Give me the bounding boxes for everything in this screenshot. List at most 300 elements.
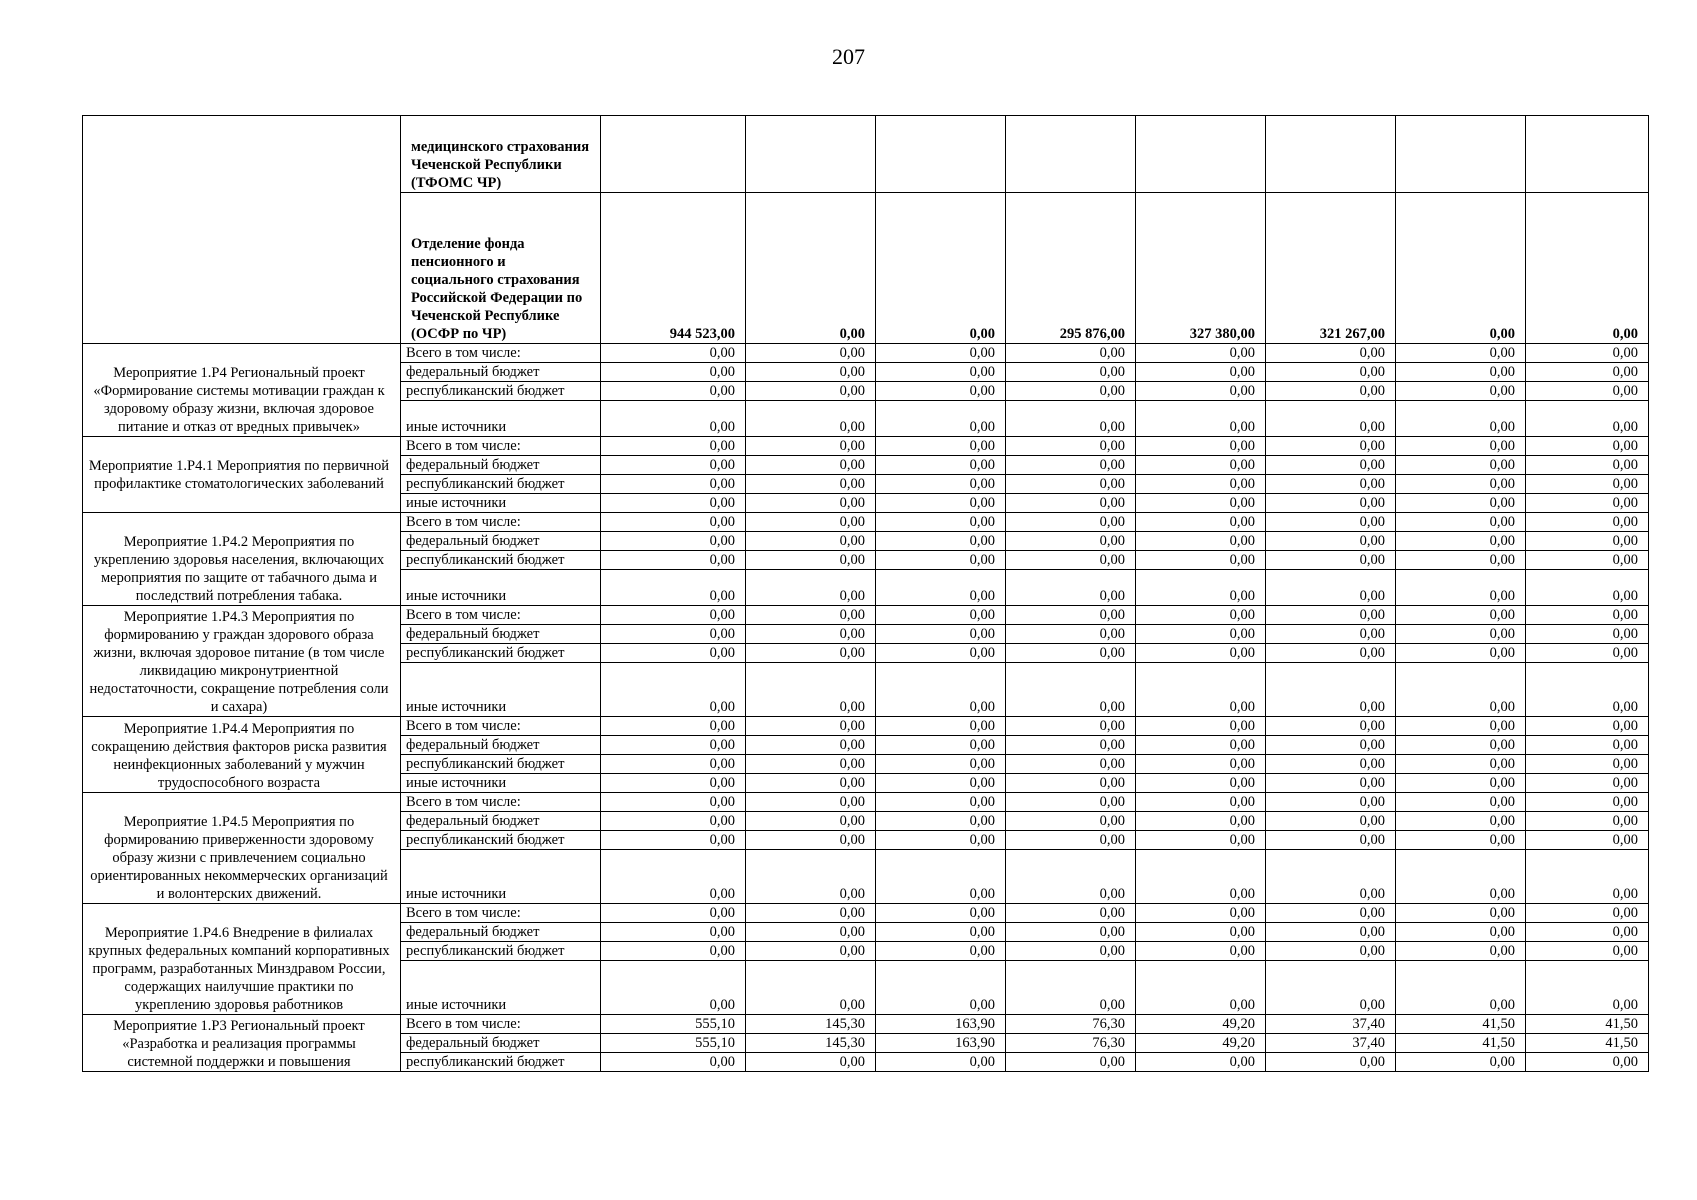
value-cell: 0,00 [1396,363,1526,382]
value-cell: 0,00 [1006,513,1136,532]
value-cell: 0,00 [746,1053,876,1072]
source-cell: иные источники [401,774,601,793]
value-cell: 0,00 [601,625,746,644]
value-cell [1136,116,1266,193]
value-cell: 0,00 [601,551,746,570]
value-cell: 0,00 [601,363,746,382]
value-cell: 0,00 [876,1053,1006,1072]
value-cell: 0,00 [1266,812,1396,831]
source-cell: республиканский бюджет [401,831,601,850]
value-cell: 0,00 [1266,736,1396,755]
source-cell: Всего в том числе: [401,513,601,532]
value-cell: 49,20 [1136,1034,1266,1053]
value-cell: 0,00 [1266,344,1396,363]
value-cell: 0,00 [746,437,876,456]
value-cell: 555,10 [601,1034,746,1053]
value-cell: 0,00 [1526,437,1649,456]
source-cell: иные источники [401,663,601,717]
value-cell: 0,00 [746,606,876,625]
value-cell: 0,00 [1266,961,1396,1015]
value-cell: 0,00 [1006,831,1136,850]
value-cell: 0,00 [1266,663,1396,717]
value-cell: 0,00 [1396,570,1526,606]
value-cell: 0,00 [1396,437,1526,456]
value-cell: 0,00 [876,942,1006,961]
value-cell: 0,00 [601,755,746,774]
value-cell: 0,00 [1006,717,1136,736]
value-cell: 0,00 [746,382,876,401]
value-cell: 0,00 [876,755,1006,774]
value-cell: 0,00 [1006,437,1136,456]
value-cell: 0,00 [1006,532,1136,551]
value-cell: 0,00 [1266,513,1396,532]
value-cell: 0,00 [1396,923,1526,942]
activity-name: Мероприятие 1.Р4 Региональный проект «Формирование системы мотивации граждан к здоровому образу жизни, включая здоровое питание и отказ от вредных привычек» [83,344,401,437]
table-row [83,116,1649,193]
value-cell: 321 267,00 [1266,193,1396,344]
value-cell: 0,00 [1526,923,1649,942]
value-cell: 0,00 [1396,494,1526,513]
value-cell: 0,00 [1396,812,1526,831]
value-cell: 0,00 [601,606,746,625]
source-cell: Всего в том числе: [401,437,601,456]
value-cell: 0,00 [1266,625,1396,644]
value-cell: 37,40 [1266,1034,1396,1053]
value-cell: 0,00 [1396,850,1526,904]
value-cell: 41,50 [1526,1034,1649,1053]
table-row [83,793,1649,812]
table-row [83,606,1649,625]
value-cell: 0,00 [1136,942,1266,961]
value-cell: 0,00 [1136,625,1266,644]
value-cell: 0,00 [876,961,1006,1015]
value-cell: 0,00 [746,532,876,551]
value-cell: 0,00 [1396,942,1526,961]
value-cell: 0,00 [876,793,1006,812]
value-cell: 0,00 [1006,494,1136,513]
value-cell: 0,00 [746,456,876,475]
value-cell: 0,00 [876,831,1006,850]
value-cell: 295 876,00 [1006,193,1136,344]
value-cell: 41,50 [1396,1034,1526,1053]
value-cell: 0,00 [1396,513,1526,532]
value-cell: 0,00 [746,193,876,344]
value-cell: 0,00 [1526,755,1649,774]
source-cell: республиканский бюджет [401,755,601,774]
table-row [83,904,1649,923]
value-cell: 0,00 [876,456,1006,475]
value-cell: 0,00 [746,904,876,923]
value-cell: 0,00 [1136,475,1266,494]
value-cell: 76,30 [1006,1015,1136,1034]
value-cell: 0,00 [876,570,1006,606]
value-cell: 0,00 [876,850,1006,904]
value-cell: 0,00 [1266,1053,1396,1072]
value-cell: 0,00 [1526,774,1649,793]
value-cell: 0,00 [1006,961,1136,1015]
value-cell: 0,00 [601,401,746,437]
value-cell: 0,00 [1396,717,1526,736]
value-cell: 0,00 [601,904,746,923]
value-cell: 0,00 [1006,812,1136,831]
source-cell: медицинского страхования Чеченской Республики (ТФОМС ЧР) [401,116,601,193]
value-cell: 0,00 [1396,1053,1526,1072]
value-cell: 0,00 [1266,532,1396,551]
value-cell: 0,00 [746,923,876,942]
value-cell: 0,00 [1266,456,1396,475]
value-cell: 0,00 [1526,570,1649,606]
value-cell: 0,00 [876,382,1006,401]
source-cell: федеральный бюджет [401,736,601,755]
value-cell: 0,00 [1136,401,1266,437]
value-cell: 0,00 [601,644,746,663]
value-cell: 0,00 [1526,193,1649,344]
value-cell: 0,00 [1136,736,1266,755]
activity-cell-empty [83,116,401,344]
value-cell: 0,00 [876,923,1006,942]
value-cell: 0,00 [1006,570,1136,606]
source-cell: республиканский бюджет [401,644,601,663]
value-cell: 0,00 [876,644,1006,663]
value-cell: 0,00 [746,736,876,755]
value-cell: 0,00 [1526,812,1649,831]
value-cell: 0,00 [1266,942,1396,961]
table-row [83,1015,1649,1034]
value-cell: 0,00 [1396,644,1526,663]
value-cell: 0,00 [1266,755,1396,774]
table-row [83,717,1649,736]
source-cell: федеральный бюджет [401,923,601,942]
value-cell: 0,00 [1136,437,1266,456]
activity-name: Мероприятие 1.Р4.1 Мероприятия по первичной профилактике стоматологических заболеваний [83,437,401,513]
value-cell: 0,00 [876,494,1006,513]
source-cell: Всего в том числе: [401,717,601,736]
value-cell: 0,00 [1396,551,1526,570]
value-cell: 0,00 [1266,831,1396,850]
value-cell: 0,00 [1266,475,1396,494]
value-cell: 0,00 [746,663,876,717]
value-cell: 0,00 [1136,513,1266,532]
value-cell: 0,00 [876,475,1006,494]
value-cell: 0,00 [1136,961,1266,1015]
value-cell: 0,00 [1526,344,1649,363]
value-cell: 0,00 [1266,850,1396,904]
value-cell: 0,00 [1396,625,1526,644]
value-cell: 0,00 [1006,755,1136,774]
value-cell: 0,00 [876,606,1006,625]
value-cell: 0,00 [1266,551,1396,570]
value-cell: 0,00 [1006,904,1136,923]
activity-name: Мероприятие 1.Р4.2 Мероприятия по укреплению здоровья населения, включающих мероприятия по защите от табачного дыма и последствий потребления табака. [83,513,401,606]
value-cell: 0,00 [1526,717,1649,736]
value-cell: 555,10 [601,1015,746,1034]
value-cell: 0,00 [876,193,1006,344]
value-cell: 0,00 [1526,456,1649,475]
value-cell: 0,00 [876,736,1006,755]
value-cell: 0,00 [1136,923,1266,942]
activity-name: Мероприятие 1.Р4.5 Мероприятия по формированию приверженности здоровому образу жизни с привлечением социально ориентированных некоммерческих организаций и волонтерских движений. [83,793,401,904]
value-cell: 0,00 [746,793,876,812]
value-cell: 0,00 [1526,382,1649,401]
value-cell [1266,116,1396,193]
value-cell: 0,00 [1136,644,1266,663]
value-cell: 41,50 [1396,1015,1526,1034]
value-cell: 0,00 [1526,831,1649,850]
value-cell: 0,00 [1136,570,1266,606]
value-cell: 0,00 [1396,401,1526,437]
value-cell [1006,116,1136,193]
value-cell: 0,00 [1136,774,1266,793]
value-cell: 76,30 [1006,1034,1136,1053]
value-cell: 0,00 [601,942,746,961]
value-cell: 0,00 [876,401,1006,437]
value-cell: 0,00 [601,437,746,456]
source-cell: Всего в том числе: [401,793,601,812]
source-cell: федеральный бюджет [401,625,601,644]
table-row [83,513,1649,532]
value-cell: 145,30 [746,1034,876,1053]
value-cell: 0,00 [601,923,746,942]
value-cell: 0,00 [601,456,746,475]
value-cell: 0,00 [1136,850,1266,904]
value-cell: 0,00 [746,961,876,1015]
activity-name: Мероприятие 1.Р4.4 Мероприятия по сокращению действия факторов риска развития неинфекционных заболеваний у мужчин трудоспособного возраста [83,717,401,793]
value-cell: 0,00 [601,344,746,363]
value-cell: 0,00 [1266,904,1396,923]
value-cell: 0,00 [876,717,1006,736]
value-cell: 0,00 [1526,625,1649,644]
value-cell: 0,00 [1006,1053,1136,1072]
value-cell: 37,40 [1266,1015,1396,1034]
value-cell: 0,00 [1006,401,1136,437]
value-cell: 0,00 [1136,793,1266,812]
value-cell: 0,00 [1266,401,1396,437]
activity-name: Мероприятие 1.Р4.6 Внедрение в филиалах крупных федеральных компаний корпоративных программ, разработанных Минздравом России, содержащих наилучшие практики по укреплению здоровья работников [83,904,401,1015]
source-cell: федеральный бюджет [401,456,601,475]
value-cell: 0,00 [1396,193,1526,344]
value-cell: 0,00 [876,363,1006,382]
value-cell: 0,00 [1006,363,1136,382]
value-cell: 0,00 [601,532,746,551]
value-cell: 0,00 [601,774,746,793]
source-cell: иные источники [401,401,601,437]
value-cell: 0,00 [1396,532,1526,551]
budget-table [82,115,1649,1072]
source-cell: иные источники [401,850,601,904]
value-cell: 0,00 [1006,850,1136,904]
value-cell: 0,00 [746,755,876,774]
source-cell: иные источники [401,494,601,513]
value-cell: 0,00 [601,831,746,850]
value-cell: 0,00 [1526,551,1649,570]
source-cell: республиканский бюджет [401,551,601,570]
value-cell: 0,00 [1526,644,1649,663]
value-cell: 0,00 [746,551,876,570]
value-cell: 0,00 [1266,644,1396,663]
value-cell: 0,00 [1136,494,1266,513]
value-cell: 0,00 [1266,570,1396,606]
value-cell: 0,00 [746,570,876,606]
value-cell: 0,00 [1266,382,1396,401]
table-row [83,344,1649,363]
value-cell: 0,00 [601,663,746,717]
value-cell: 49,20 [1136,1015,1266,1034]
value-cell: 0,00 [1136,831,1266,850]
value-cell: 0,00 [1526,475,1649,494]
value-cell: 0,00 [601,513,746,532]
value-cell: 0,00 [1006,551,1136,570]
value-cell: 0,00 [1006,923,1136,942]
value-cell: 0,00 [1396,961,1526,1015]
value-cell: 0,00 [1396,606,1526,625]
value-cell: 0,00 [1136,382,1266,401]
source-cell: республиканский бюджет [401,475,601,494]
value-cell: 0,00 [1526,606,1649,625]
source-cell: Всего в том числе: [401,904,601,923]
value-cell: 0,00 [1136,363,1266,382]
value-cell: 0,00 [1526,904,1649,923]
value-cell: 0,00 [746,625,876,644]
value-cell: 0,00 [1006,663,1136,717]
value-cell: 0,00 [1136,1053,1266,1072]
source-cell: Всего в том числе: [401,344,601,363]
value-cell: 0,00 [1006,793,1136,812]
value-cell: 0,00 [746,774,876,793]
value-cell: 0,00 [1136,663,1266,717]
value-cell: 0,00 [1396,793,1526,812]
value-cell: 0,00 [876,437,1006,456]
value-cell: 0,00 [1526,532,1649,551]
value-cell: 0,00 [1526,494,1649,513]
value-cell: 0,00 [601,382,746,401]
value-cell: 0,00 [1266,774,1396,793]
value-cell [1526,116,1649,193]
value-cell: 0,00 [1006,625,1136,644]
value-cell: 0,00 [601,1053,746,1072]
source-cell: Отделение фонда пенсионного и социального страхования Российской Федерации по Чеченской Республике (ОСФР по ЧР) [401,193,601,344]
value-cell: 0,00 [1526,942,1649,961]
value-cell: 0,00 [746,513,876,532]
table-row [83,437,1649,456]
value-cell: 0,00 [746,344,876,363]
value-cell: 0,00 [876,344,1006,363]
value-cell: 0,00 [601,494,746,513]
value-cell: 0,00 [876,774,1006,793]
source-cell: федеральный бюджет [401,532,601,551]
value-cell: 0,00 [1526,513,1649,532]
value-cell: 0,00 [876,812,1006,831]
value-cell: 0,00 [1526,736,1649,755]
value-cell: 0,00 [1396,344,1526,363]
value-cell: 0,00 [1136,532,1266,551]
value-cell: 0,00 [1136,606,1266,625]
value-cell: 0,00 [1266,923,1396,942]
value-cell: 0,00 [601,717,746,736]
value-cell: 0,00 [1006,606,1136,625]
value-cell: 0,00 [1266,606,1396,625]
value-cell: 0,00 [1266,793,1396,812]
value-cell: 0,00 [1136,456,1266,475]
value-cell: 0,00 [876,663,1006,717]
value-cell: 0,00 [1136,551,1266,570]
value-cell: 0,00 [1136,904,1266,923]
value-cell: 0,00 [1396,755,1526,774]
value-cell: 0,00 [1526,1053,1649,1072]
value-cell: 0,00 [746,401,876,437]
value-cell: 163,90 [876,1034,1006,1053]
activity-name: Мероприятие 1.Р4.3 Мероприятия по формированию у граждан здорового образа жизни, включая здоровое питание (в том числе ликвидацию микронутриентной недостаточности, сокращение потребления соли и сахара) [83,606,401,717]
value-cell: 0,00 [1266,437,1396,456]
value-cell: 0,00 [746,363,876,382]
value-cell: 0,00 [1266,717,1396,736]
value-cell: 0,00 [601,570,746,606]
value-cell: 0,00 [1006,456,1136,475]
source-cell: иные источники [401,570,601,606]
value-cell: 0,00 [1136,812,1266,831]
value-cell: 145,30 [746,1015,876,1034]
value-cell: 0,00 [876,551,1006,570]
value-cell: 0,00 [601,961,746,1015]
source-cell: федеральный бюджет [401,1034,601,1053]
value-cell: 0,00 [746,831,876,850]
source-cell: республиканский бюджет [401,1053,601,1072]
page-number: 207 [832,44,865,69]
value-cell: 0,00 [1396,736,1526,755]
value-cell: 0,00 [746,494,876,513]
value-cell: 0,00 [1526,363,1649,382]
value-cell: 0,00 [1136,344,1266,363]
value-cell: 0,00 [876,625,1006,644]
value-cell: 0,00 [1136,717,1266,736]
value-cell: 0,00 [601,475,746,494]
value-cell: 327 380,00 [1136,193,1266,344]
value-cell: 0,00 [601,850,746,904]
value-cell [1396,116,1526,193]
value-cell: 0,00 [1006,644,1136,663]
value-cell: 0,00 [1006,942,1136,961]
value-cell: 0,00 [746,942,876,961]
value-cell: 0,00 [1396,456,1526,475]
value-cell: 0,00 [1006,736,1136,755]
value-cell: 163,90 [876,1015,1006,1034]
value-cell: 0,00 [876,904,1006,923]
source-cell: федеральный бюджет [401,363,601,382]
value-cell: 0,00 [1006,774,1136,793]
source-cell: республиканский бюджет [401,382,601,401]
value-cell: 0,00 [1526,961,1649,1015]
value-cell: 0,00 [1526,401,1649,437]
value-cell [601,116,746,193]
value-cell: 0,00 [746,644,876,663]
source-cell: Всего в том числе: [401,606,601,625]
value-cell: 0,00 [1136,755,1266,774]
value-cell [876,116,1006,193]
value-cell: 0,00 [601,793,746,812]
source-cell: республиканский бюджет [401,942,601,961]
value-cell: 0,00 [1396,663,1526,717]
value-cell: 0,00 [601,736,746,755]
source-cell: Всего в том числе: [401,1015,601,1034]
value-cell: 0,00 [601,812,746,831]
value-cell: 0,00 [1396,475,1526,494]
value-cell: 0,00 [1396,382,1526,401]
value-cell: 0,00 [1006,344,1136,363]
value-cell: 0,00 [1006,475,1136,494]
value-cell: 0,00 [1266,363,1396,382]
value-cell: 41,50 [1526,1015,1649,1034]
value-cell: 0,00 [876,513,1006,532]
value-cell: 0,00 [876,532,1006,551]
